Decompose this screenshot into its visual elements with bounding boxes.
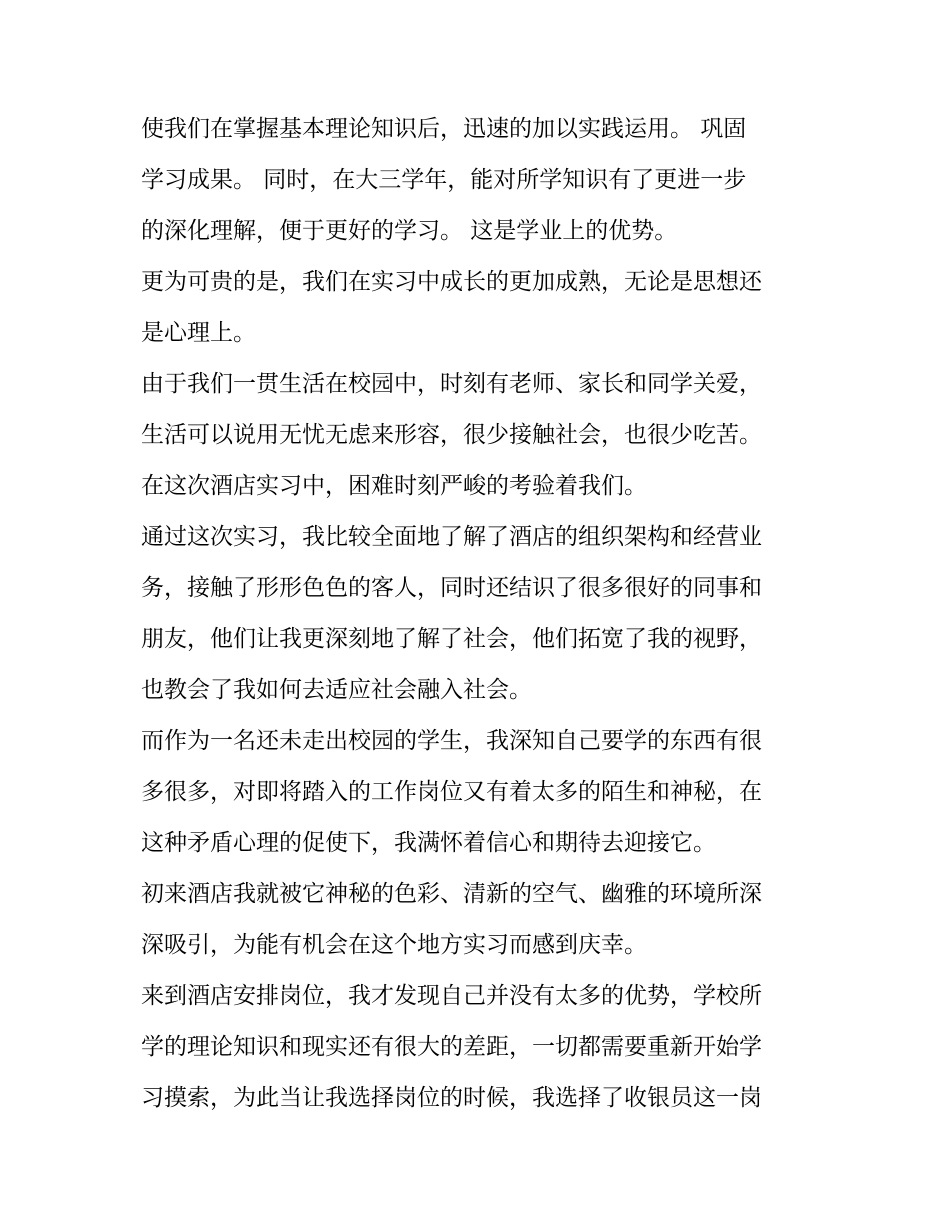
text-line: 是心理上。	[141, 320, 256, 346]
text-line: 多很多，对即将踏入的工作岗位又有着太多的陌生和神秘，在	[141, 779, 762, 805]
text-line: 使我们在掌握基本理论知识后，迅速的加以实践运用。 巩固	[141, 116, 747, 142]
text-line: 深吸引，为能有机会在这个地方实习而感到庆幸。	[141, 932, 647, 958]
text-line: 习摸索，为此当让我选择岗位的时候，我选择了收银员这一岗	[141, 1085, 762, 1111]
text-line: 的深化理解，便于更好的学习。 这是学业上的优势。	[141, 218, 678, 244]
text-line: 更为可贵的是，我们在实习中成长的更加成熟，无论是思想还	[141, 269, 762, 295]
text-line: 来到酒店安排岗位，我才发现自己并没有太多的优势，学校所	[141, 983, 762, 1009]
text-line: 学的理论知识和现实还有很大的差距，一切都需要重新开始学	[141, 1034, 762, 1060]
text-line: 初来酒店我就被它神秘的色彩、清新的空气、幽雅的环境所深	[141, 881, 762, 907]
text-line: 通过这次实习，我比较全面地了解了酒店的组织架构和经营业	[141, 524, 762, 550]
text-line: 而作为一名还未走出校园的学生，我深知自己要学的东西有很	[141, 728, 762, 754]
text-line: 也教会了我如何去适应社会融入社会。	[141, 677, 532, 703]
text-line: 这种矛盾心理的促使下，我满怀着信心和期待去迎接它。	[141, 830, 716, 856]
text-line: 学习成果。 同时，在大三学年，能对所学知识有了更进一步	[141, 167, 747, 193]
text-line: 在这次酒店实习中，困难时刻严峻的考验着我们。	[141, 473, 647, 499]
text-line: 生活可以说用无忧无虑来形容，很少接触社会，也很少吃苦。	[141, 422, 762, 448]
text-line: 朋友，他们让我更深刻地了解了社会，他们拓宽了我的视野，	[141, 626, 762, 652]
document-body	[141, 104, 821, 1124]
text-line: 务，接触了形形色色的客人，同时还结识了很多很好的同事和	[141, 575, 762, 601]
text-line: 由于我们一贯生活在校园中，时刻有老师、家长和同学关爱，	[141, 371, 762, 397]
